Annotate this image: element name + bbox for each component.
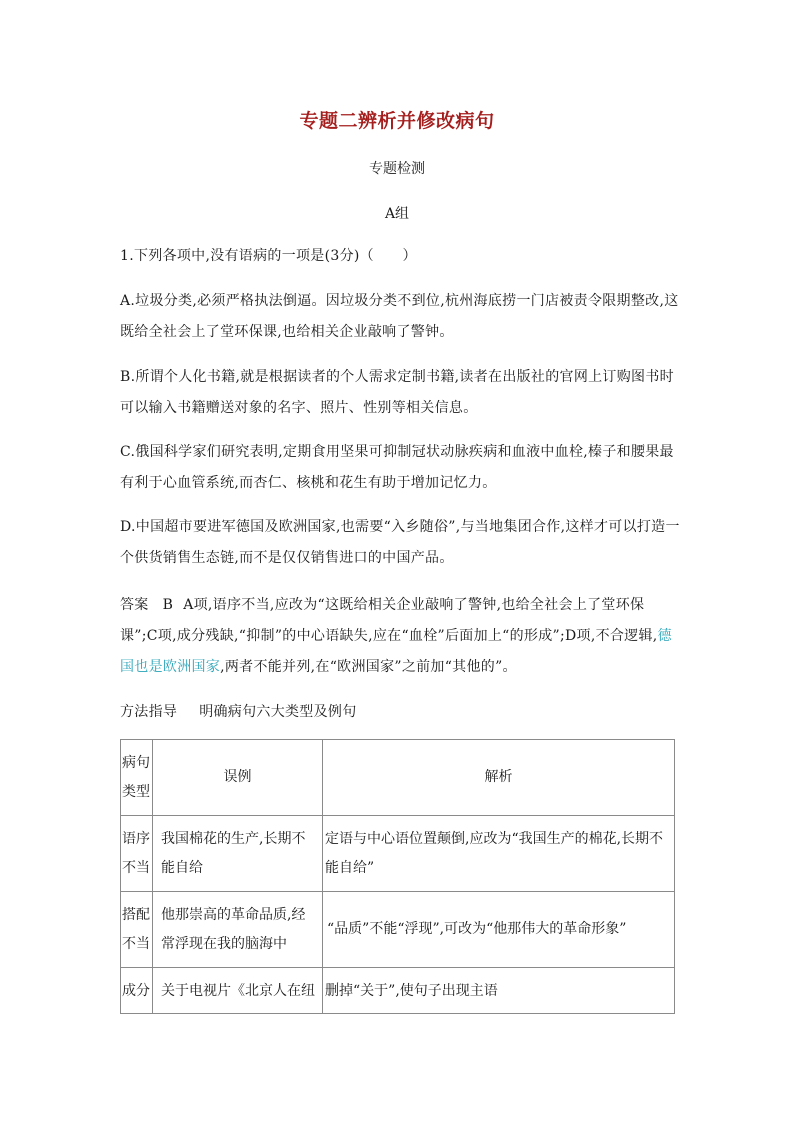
table-header-row: [121, 740, 675, 816]
table-cell-type: 搭配不当: [121, 892, 153, 968]
table-header-type: 病句类型: [121, 740, 153, 816]
group-label: A组: [384, 206, 410, 222]
error-types-table: [120, 739, 675, 1014]
table-cell-example: 他那崇高的革命品质,经常浮现在我的脑海中: [153, 892, 323, 968]
method-heading: [120, 697, 680, 728]
table-cell-example: 关于电视片《北京人在纽: [153, 968, 323, 1014]
table-cell-analysis: 删掉“关于”,使句子出现主语: [323, 968, 675, 1014]
answer-explanation-end: ,两者不能并列,在“欧洲国家”之前加“其他的”。: [220, 659, 517, 675]
table-cell-analysis: “品质”不能“浮现”,可改为“他那伟大的革命形象”: [323, 892, 675, 968]
table-cell-example: 我国棉花的生产,长期不能自给: [153, 816, 323, 892]
page-title: 专题二辨析并修改病句: [299, 110, 495, 132]
option-b: B.所谓个人化书籍,就是根据读者的个人需求定制书籍,读者在出版社的官网上订购图书时可以输入书籍赠送对象的名字、照片、性别等相关信息。: [120, 369, 674, 416]
table-row: [121, 892, 675, 968]
table-header-analysis: 解析: [323, 740, 675, 816]
answer-label: 答案: [120, 597, 149, 613]
table-row: [121, 968, 675, 1014]
section-subtitle: 专题检测: [369, 161, 425, 177]
table-cell-analysis: 定语与中心语位置颠倒,应改为“我国生产的棉花,长期不能自给”: [323, 816, 675, 892]
method-label: 方法指导: [120, 704, 178, 720]
option-c: C.俄国科学家们研究表明,定期食用坚果可抑制冠状动脉疾病和血液中血栓,榛子和腰果最有利于心血管系统,而杏仁、核桃和花生有助于增加记忆力。: [120, 444, 674, 491]
answer-choice: B: [162, 597, 174, 613]
table-row: [121, 816, 675, 892]
table-cell-type: 语序不当: [121, 816, 153, 892]
question-stem: 1.下列各项中,没有语病的一项是(3分)（ ）: [120, 248, 417, 264]
table-header-example: 误例: [153, 740, 323, 816]
option-a: A.垃圾分类,必须严格执法倒逼。因垃圾分类不到位,杭州海底捞一门店被责令限期整改,这既给全社会上了堂环保课,也给相关企业敲响了警钟。: [120, 293, 679, 340]
answer-paragraph: [120, 590, 680, 683]
table-cell-type: 成分: [121, 968, 153, 1014]
method-title: 明确病句六大类型及例句: [199, 704, 357, 720]
answer-explanation: A项,语序不当,应改为“这既给相关企业敲响了警钟,也给全社会上了堂环保课”;C项,成分残缺,“抑制”的中心语缺失,应在“血栓”后面加上“的形成”;D项,不合逻辑,: [120, 597, 658, 644]
answer-highlight: 德国也是欧洲国家: [120, 628, 672, 675]
option-d: D.中国超市要进军德国及欧洲国家,也需要“入乡随俗”,与当地集团合作,这样才可以打造一个供货销售生态链,而不是仅仅销售进口的中国产品。: [120, 519, 680, 566]
